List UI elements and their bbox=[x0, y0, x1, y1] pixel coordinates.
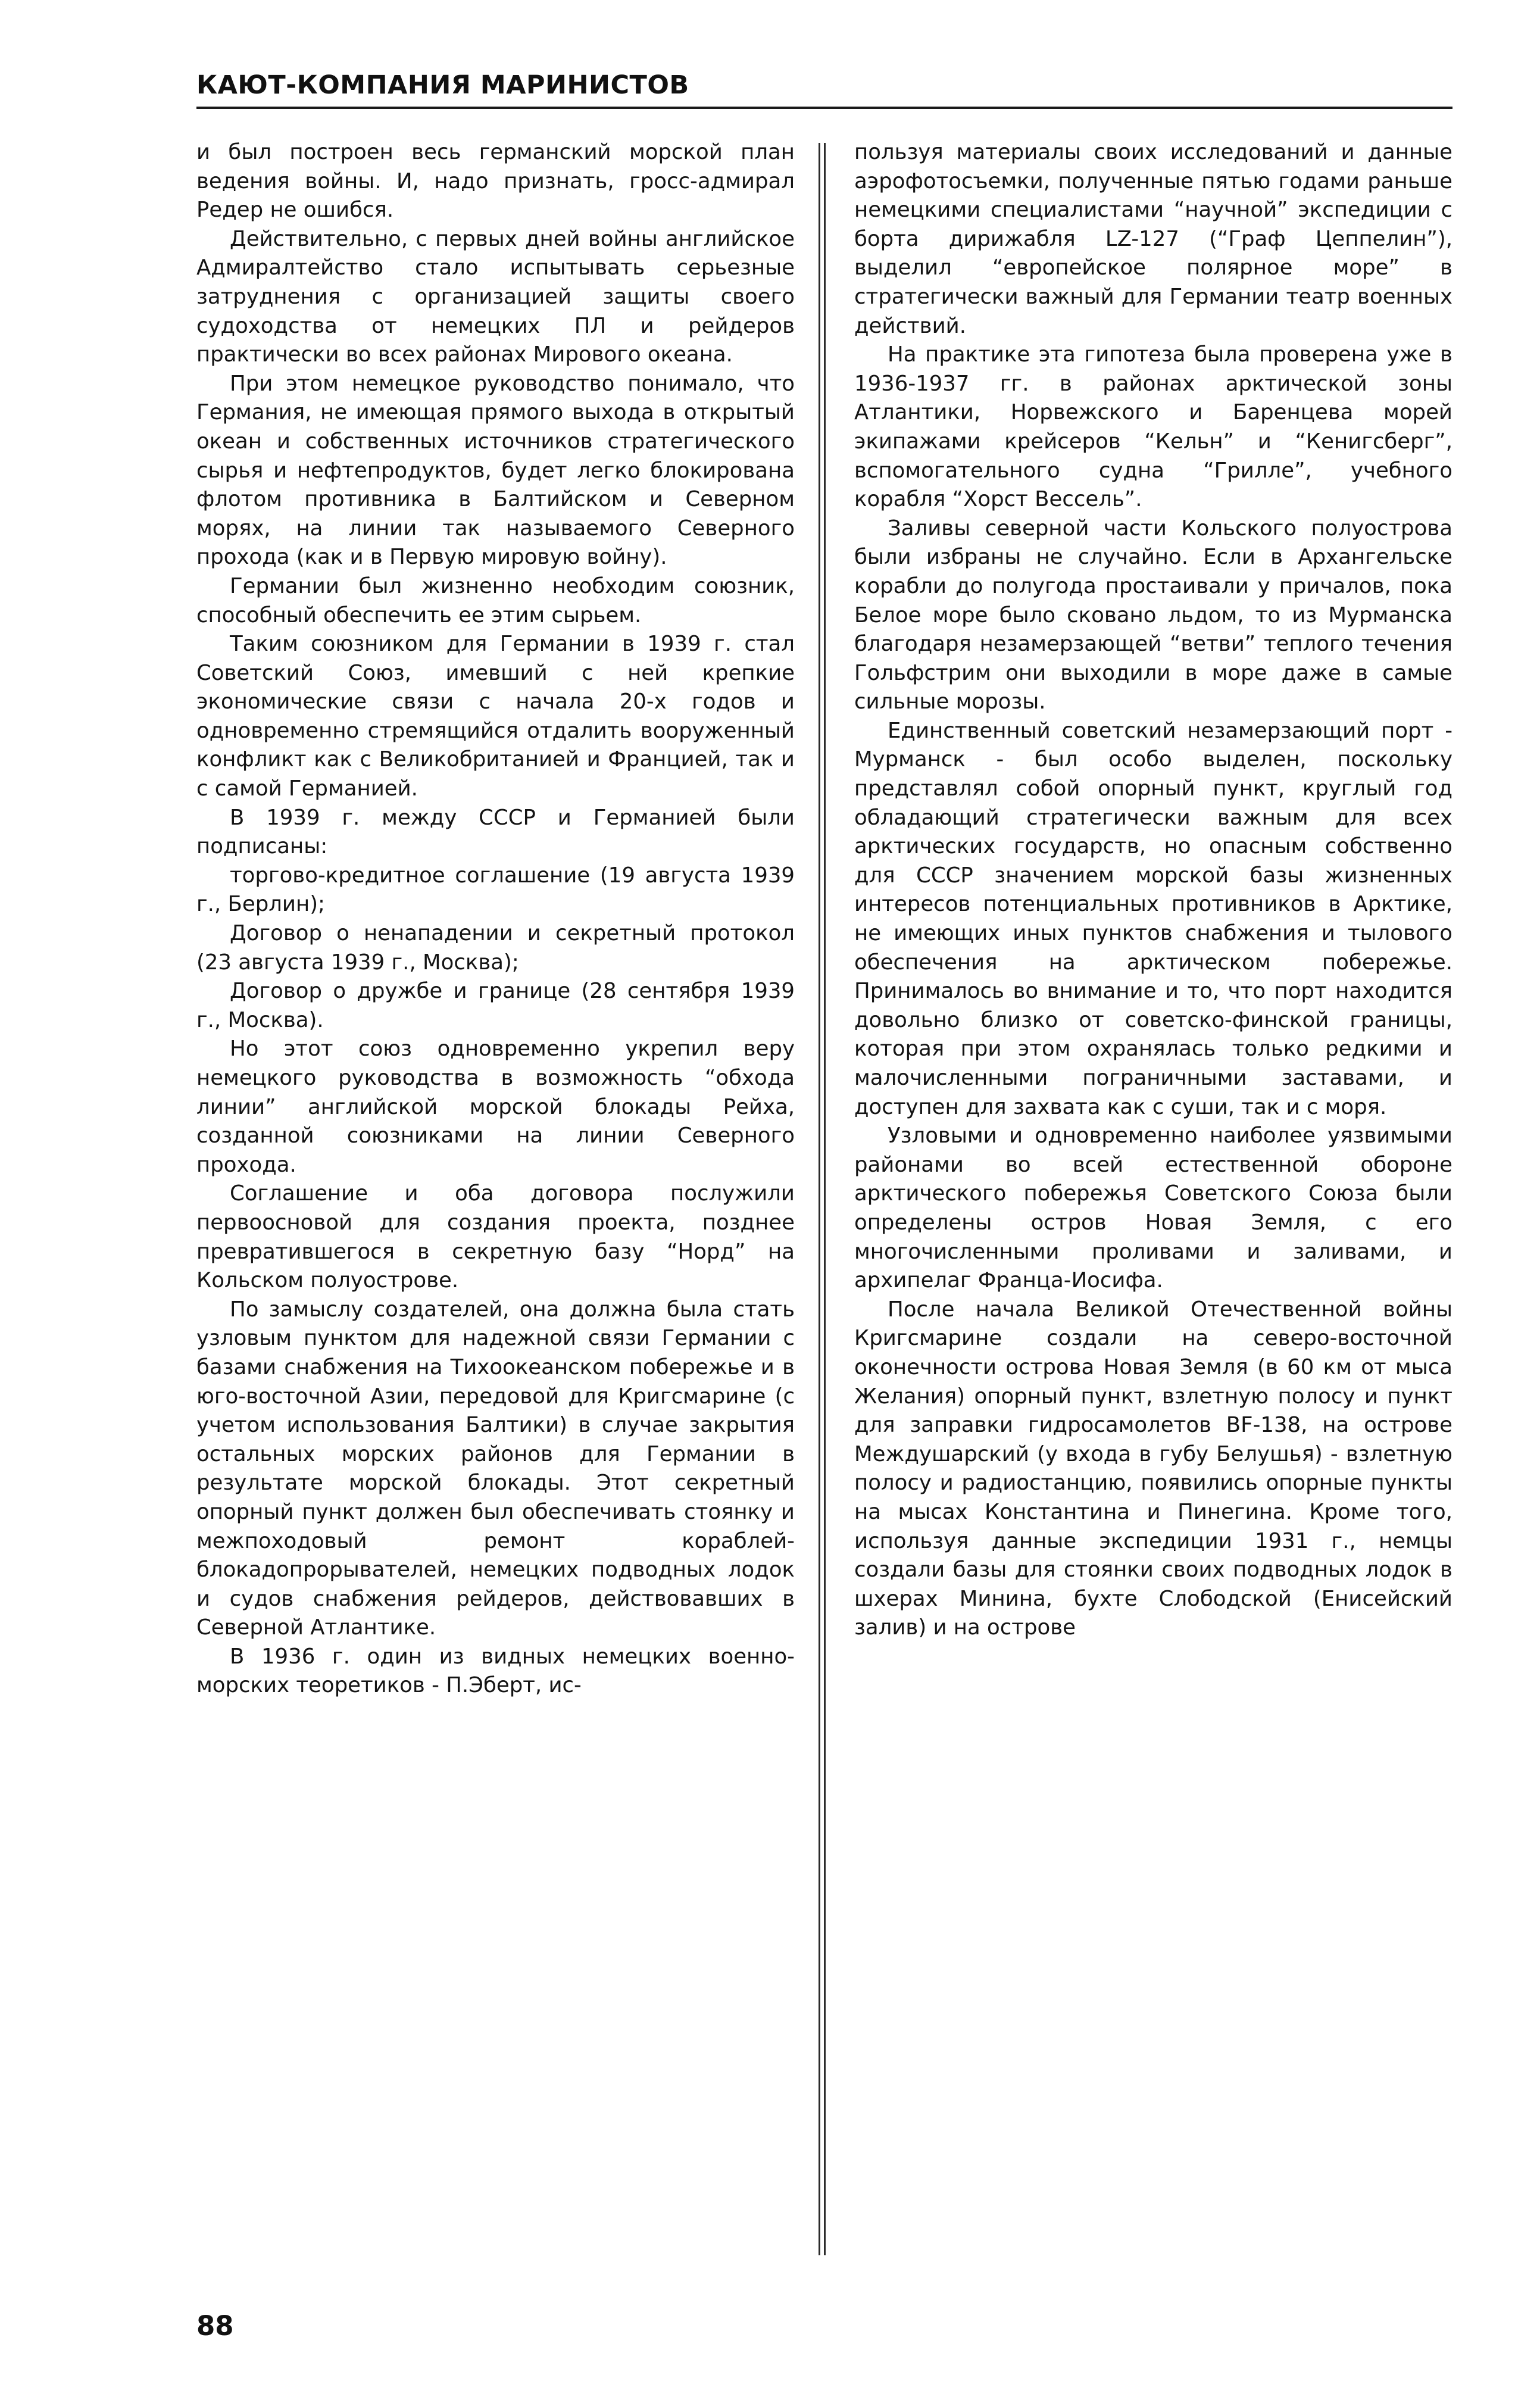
paragraph: Таким союзником для Германии в 1939 г. стал Советский Союз, имевший с ней крепкие экономические связи с начала 20-х годов и одновременно стремящийся отдалить вооруженный конфликт как с Великобританией и Францией, так и с самой Германией. bbox=[196, 632, 795, 801]
paragraph: Германии был жизненно необходим союзник, способный обеспечить ее этим сырьем. bbox=[196, 573, 795, 628]
paragraph: Действительно, с первых дней войны английское Адмиралтейство стало испытывать серьезные затруднения с организацией защиты своего судоходства от немецких ПЛ и рейдеров практически во всех районах Мирового океана. bbox=[196, 226, 795, 367]
body-columns bbox=[196, 138, 1452, 2258]
paragraph: Но этот союз одновременно укрепил веру немецкого руководства в возможность “обхода линии” английской морской блокады Рейха, созданной союзниками на линии Северного прохода. bbox=[196, 1037, 795, 1177]
paragraph: торгово-кредитное соглашение (19 августа 1939 г., Берлин); bbox=[196, 863, 795, 917]
header-divider bbox=[196, 107, 1452, 109]
paragraph: Соглашение и оба договора послужили первоосновой для создания проекта, позднее превратившегося в секретную базу “Норд” на Кольском полуострове. bbox=[196, 1181, 795, 1293]
paragraph: При этом немецкое руководство понимало, что Германия, не имеющая прямого выхода в открытый океан и собственных источников стратегического сырья и нефтепродуктов, будет легко блокирована флотом противника в Балтийском и Северном морях, на линии так называемого Северного прохода (как и в Первую мировую войну). bbox=[196, 371, 795, 570]
paragraph: Договор о дружбе и границе (28 сентября 1939 г., Москва). bbox=[196, 979, 795, 1032]
paragraph: Единственный советский незамерзающий порт - Мурманск - был особо выделен, поскольку представлял собой опорный пункт, круглый год обладающий стратегически важным для всех арктических государств, но опасным собственно для СССР значением морской базы жизненных интересов потенциальных противников в Арктике, не имеющих иных пунктов снабжения и тылового обеспечения на арктическом побережье. Принималось во внимание и то, что порт находится довольно близко от советско-финской границы, которая при этом охранялась только редкими и малочисленными пограничными заставами, и доступен для захвата как с суши, так и с моря. bbox=[854, 718, 1452, 1119]
left-column bbox=[196, 138, 795, 2258]
paragraph: По замыслу создателей, она должна была стать узловым пунктом для надежной связи Германии с базами снабжения на Тихоокеанском побережье и в юго-восточной Азии, передовой для Кригсмарине (с учетом использования Балтики) в случае закрытия остальных морских районов для Германии в результате морской блокады. Этот секретный опорный пункт должен был обеспечивать стоянку и межпоходовый ремонт кораблей-блокадопрорывателей, немецких подводных лодок и судов снабжения рейдеров, действовавших в Северной Атлантике. bbox=[196, 1297, 795, 1640]
page-header bbox=[196, 71, 1452, 109]
paragraph: В 1936 г. один из видных немецких военно-морских теоретиков - П.Эберт, ис- bbox=[196, 1644, 795, 1698]
page-number: 88 bbox=[196, 2310, 234, 2342]
column-divider bbox=[819, 143, 826, 2255]
paragraph: Узловыми и одновременно наиболее уязвимыми районами во всей естественной обороне арктического побережья Советского Союза были определены остров Новая Земля, с его многочисленными проливами и заливами, и архипелаг Франца-Иосифа. bbox=[854, 1123, 1452, 1293]
paragraph: В 1939 г. между СССР и Германией были подписаны: bbox=[196, 805, 795, 859]
paragraph: пользуя материалы своих исследований и данные аэрофотосъемки, полученные пятью годами раньше немецкими специалистами “научной” экспедиции с борта дирижабля LZ-127 (“Граф Цеппелин”), выделил “европейское полярное море” в стратегически важный для Германии театр военных действий. bbox=[854, 140, 1452, 338]
right-column bbox=[854, 138, 1452, 2258]
paragraph: Заливы северной части Кольского полуострова были избраны не случайно. Если в Архангельске корабли до полугода простаивали у причалов, пока Белое море было сковано льдом, то из Мурманска благодаря незамерзающей “ветви” теплого течения Гольфстрим они выходили в море даже в самые сильные морозы. bbox=[854, 516, 1452, 714]
paragraph: и был построен весь германский морской план ведения войны. И, надо признать, гросс-адмирал Редер не ошибся. bbox=[196, 140, 795, 223]
paragraph: На практике эта гипотеза была проверена уже в 1936-1937 гг. в районах арктической зоны Атлантики, Норвежского и Баренцева морей экипажами крейсеров “Кельн” и “Кенигсберг”, вспомогательного судна “Грилле”, учебного корабля “Хорст Вессель”. bbox=[854, 342, 1452, 512]
paragraph: Договор о ненападении и секретный протокол (23 августа 1939 г., Москва); bbox=[196, 921, 795, 975]
paragraph: После начала Великой Отечественной войны Кригсмарине создали на северо-восточной оконечности острова Новая Земля (в 60 км от мыса Желания) опорный пункт, взлетную полосу и пункт для заправки гидросамолетов BF-138, на острове Междушарский (у входа в губу Белушья) - взлетную полосу и радиостанцию, появились опорные пункты на мысах Константина и Пинегина. Кроме того, используя данные экспедиции 1931 г., немцы создали базы для стоянки своих подводных лодок в шхерах Минина, бухте Слободской (Енисейский залив) и на острове bbox=[854, 1297, 1452, 1640]
running-head-title: КАЮТ-КОМПАНИЯ МАРИНИСТОВ bbox=[196, 70, 689, 100]
